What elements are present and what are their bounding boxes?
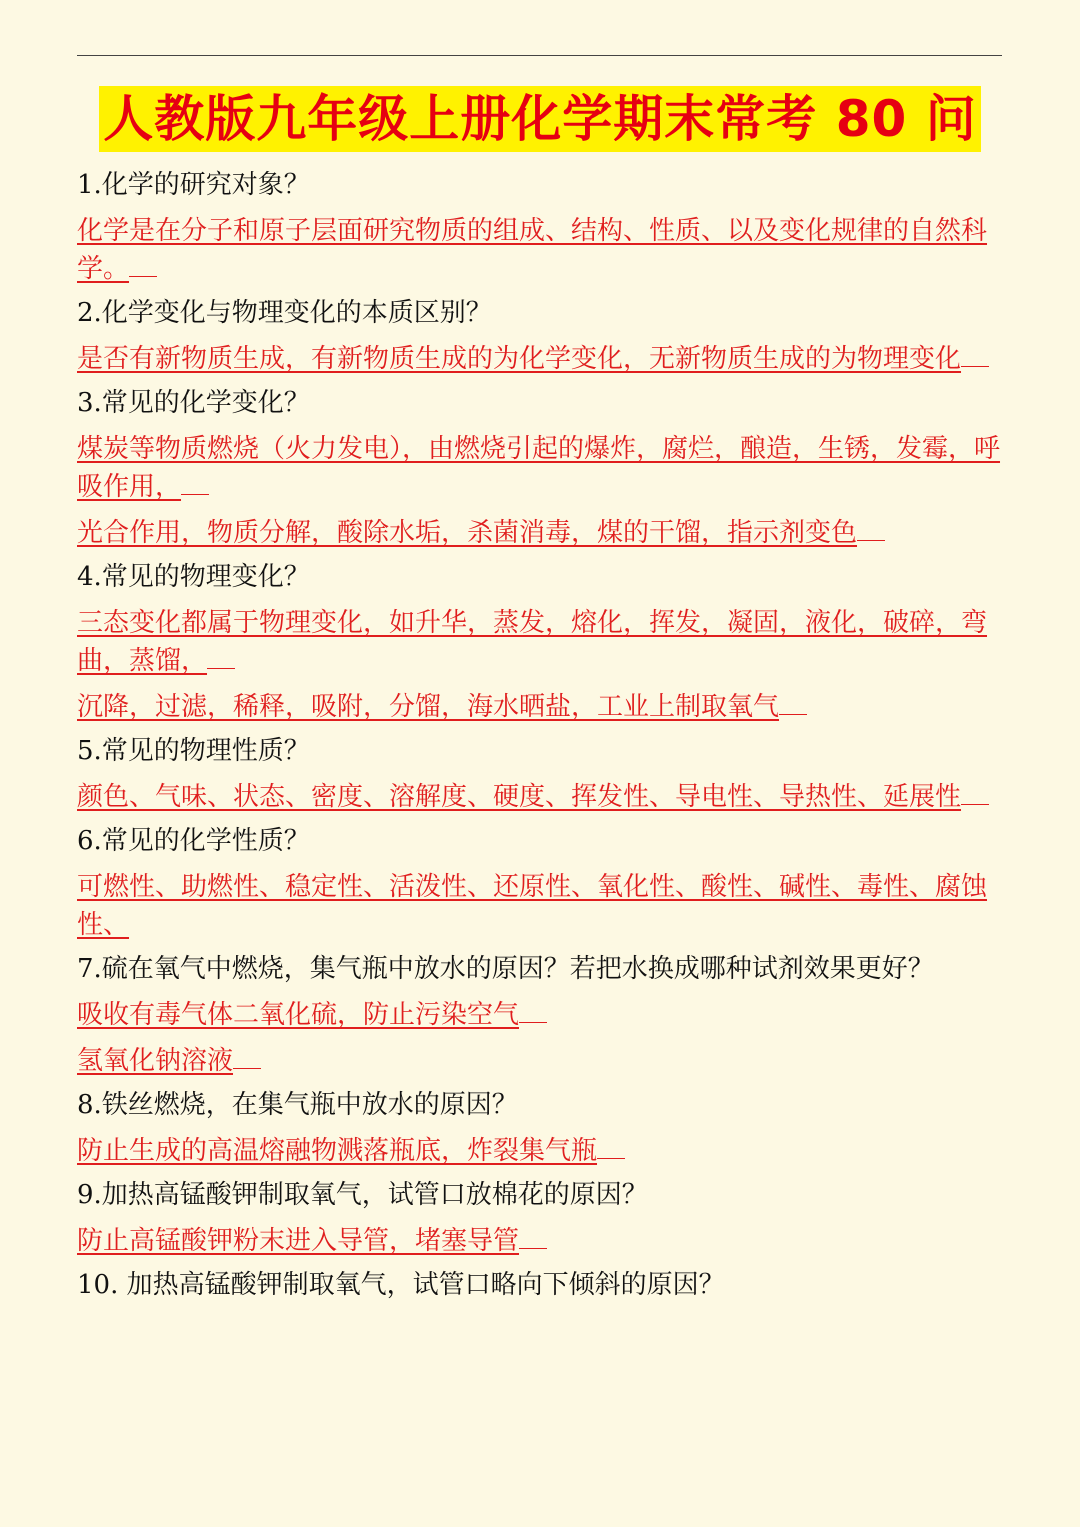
answer-text: 是否有新物质生成，有新物质生成的为化学变化，无新物质生成的为物理变化 xyxy=(77,344,962,374)
qa-item xyxy=(77,1176,1007,1260)
answer xyxy=(77,996,1007,1034)
qa-item xyxy=(77,732,1007,816)
answer xyxy=(77,340,1007,378)
page-title: 人教版九年级上册化学期末常考 80 问 xyxy=(99,86,980,152)
answer-text: 颜色、气味、状态、密度、溶解度、硬度、挥发性、导电性、导热性、延展性 xyxy=(77,782,962,812)
answer xyxy=(77,514,1007,552)
answer-blank xyxy=(857,520,885,541)
answer xyxy=(77,1132,1007,1170)
qa-item xyxy=(77,1086,1007,1170)
answer xyxy=(77,604,1007,680)
answer xyxy=(77,868,1007,944)
title-container xyxy=(0,86,1080,152)
answer xyxy=(77,1042,1007,1080)
qa-item xyxy=(77,384,1007,552)
question: 3.常见的化学变化？ xyxy=(77,388,310,418)
question: 1.化学的研究对象？ xyxy=(77,170,310,200)
answer-blank xyxy=(129,256,157,277)
answer xyxy=(77,430,1007,506)
answer xyxy=(77,1222,1007,1260)
answer-text: 沉降，过滤，稀释，吸附，分馏，海水晒盐，工业上制取氧气 xyxy=(77,692,780,722)
question: 7.硫在氧气中燃烧，集气瓶中放水的原因？若把水换成哪种试剂效果更好？ xyxy=(77,954,934,984)
answer-blank xyxy=(181,474,209,495)
answer-blank xyxy=(233,1048,261,1069)
question: 4.常见的物理变化？ xyxy=(77,562,310,592)
top-divider xyxy=(77,55,1002,56)
qa-item xyxy=(77,822,1007,944)
answer-text: 防止高锰酸钾粉末进入导管，堵塞导管 xyxy=(77,1226,520,1256)
answer-text: 光合作用，物质分解，酸除水垢，杀菌消毒，煤的干馏，指示剂变色 xyxy=(77,518,858,548)
qa-item xyxy=(77,950,1007,1080)
answer-text: 三态变化都属于物理变化，如升华，蒸发，熔化，挥发，凝固，液化，破碎，弯曲，蒸馏， xyxy=(77,608,988,676)
qa-item xyxy=(77,1266,1007,1304)
question: 2.化学变化与物理变化的本质区别？ xyxy=(77,298,492,328)
answer-text: 氢氧化钠溶液 xyxy=(77,1046,234,1076)
question: 8.铁丝燃烧，在集气瓶中放水的原因？ xyxy=(77,1090,518,1120)
answer-blank xyxy=(519,1228,547,1249)
answer-text: 吸收有毒气体二氧化硫，防止污染空气 xyxy=(77,1000,520,1030)
answer-text: 化学是在分子和原子层面研究物质的组成、结构、性质、以及变化规律的自然科学。 xyxy=(77,216,988,284)
qa-item xyxy=(77,558,1007,726)
qa-item xyxy=(77,166,1007,288)
answer-blank xyxy=(597,1138,625,1159)
answer-blank xyxy=(961,784,989,805)
answer-blank xyxy=(207,648,235,669)
answer xyxy=(77,778,1007,816)
answer-text: 可燃性、助燃性、稳定性、活泼性、还原性、氧化性、酸性、碱性、毒性、腐蚀性、 xyxy=(77,872,988,940)
answer xyxy=(77,212,1007,288)
answer-text: 防止生成的高温熔融物溅落瓶底，炸裂集气瓶 xyxy=(77,1136,598,1166)
answer-blank xyxy=(779,694,807,715)
question: 10. 加热高锰酸钾制取氧气，试管口略向下倾斜的原因？ xyxy=(77,1270,725,1300)
question: 9.加热高锰酸钾制取氧气，试管口放棉花的原因？ xyxy=(77,1180,648,1210)
answer xyxy=(77,688,1007,726)
qa-list xyxy=(77,160,1007,1304)
answer-blank xyxy=(519,1002,547,1023)
answer-text: 煤炭等物质燃烧（火力发电），由燃烧引起的爆炸，腐烂，酿造，生锈，发霉，呼吸作用， xyxy=(77,434,1001,502)
qa-item xyxy=(77,294,1007,378)
question: 6.常见的化学性质？ xyxy=(77,826,310,856)
question: 5.常见的物理性质？ xyxy=(77,736,310,766)
answer-blank xyxy=(961,346,989,367)
